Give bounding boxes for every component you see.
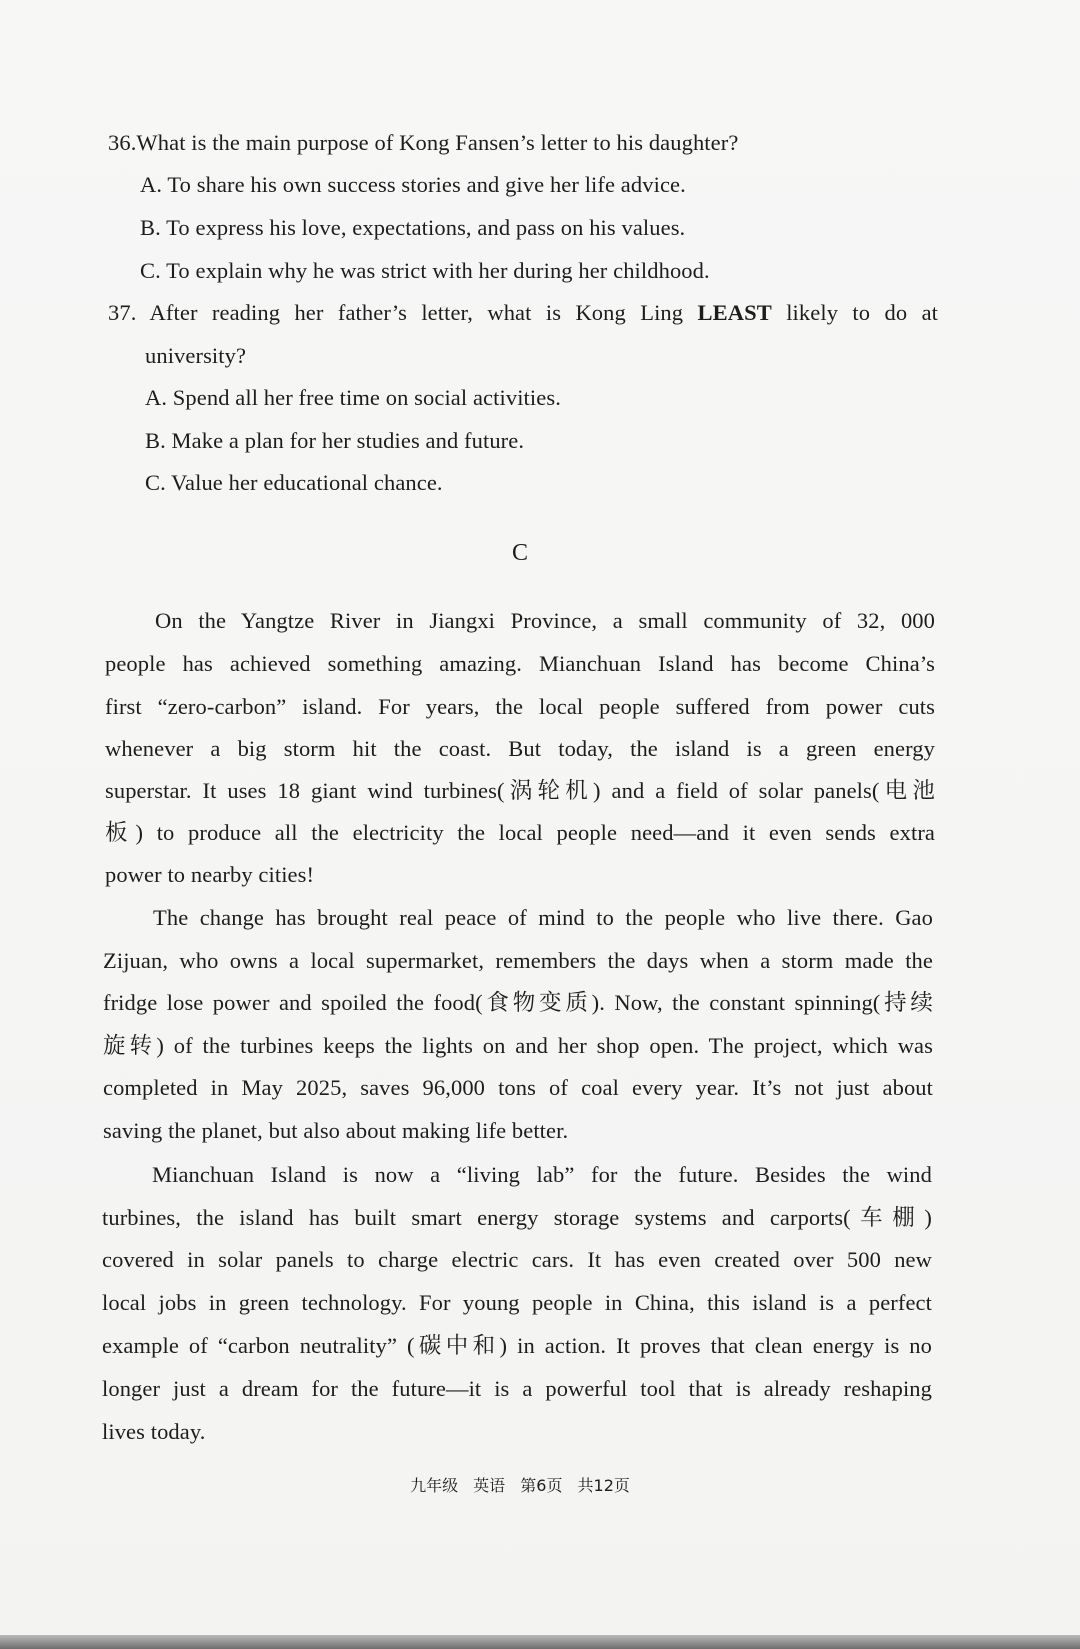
- paragraph-3-line: covered in solar panels to charge electric cars. It has even created over 500 new: [102, 1247, 932, 1272]
- paragraph-2-line: fridge lose power and spoiled the food(食物变质). Now, the constant spinning(持续: [103, 990, 933, 1015]
- paragraph-1-line: first “zero-carbon” island. For years, the local people suffered from power cuts: [105, 694, 935, 719]
- page-footer: 九年级 英语 第6页 共12页: [410, 1476, 630, 1495]
- question-37-stem-end: likely to do at: [786, 300, 939, 325]
- paragraph-1-line: superstar. It uses 18 giant wind turbines(涡轮机) and a field of solar panels(电池: [105, 778, 935, 803]
- question-36-stem: 36.What is the main purpose of Kong Fansen’s letter to his daughter?: [108, 130, 739, 155]
- section-heading: C: [511, 540, 528, 566]
- paragraph-2-line: completed in May 2025, saves 96,000 tons of coal every year. It’s not just about: [103, 1075, 933, 1100]
- paragraph-2-line: The change has brought real peace of mind to the people who live there. Gao: [153, 905, 933, 930]
- question-36-option-a: A. To share his own success stories and give her life advice.: [140, 172, 686, 197]
- question-37-emphasis: LEAST: [697, 300, 772, 325]
- paragraph-2-line: saving the planet, but also about making life better.: [103, 1118, 569, 1143]
- question-37-option-b: B. Make a plan for her studies and future.: [145, 428, 525, 453]
- paragraph-1-line: whenever a big storm hit the coast. But today, the island is a green energy: [105, 736, 935, 761]
- question-37-stem-line2: university?: [145, 343, 247, 368]
- paragraph-1-line: On the Yangtze River in Jiangxi Province, a small community of 32, 000: [155, 608, 935, 633]
- question-36-option-b: B. To express his love, expectations, and pass on his values.: [140, 215, 686, 240]
- paragraph-1-line: power to nearby cities!: [105, 862, 315, 887]
- paragraph-3-line: local jobs in green technology. For young people in China, this island is a perfect: [102, 1290, 932, 1315]
- paragraph-2-line: Zijuan, who owns a local supermarket, remembers the days when a storm made the: [103, 948, 933, 973]
- question-37-option-a: A. Spend all her free time on social activities.: [145, 385, 561, 410]
- question-37-stem-text: 37. After reading her father’s letter, what is Kong Ling: [108, 300, 684, 325]
- paragraph-2-line: 旋转) of the turbines keeps the lights on and her shop open. The project, which was: [103, 1033, 933, 1058]
- question-37-option-c: C. Value her educational chance.: [145, 470, 443, 495]
- paragraph-1-line: people has achieved something amazing. Mianchuan Island has become China’s: [105, 651, 935, 676]
- paragraph-3-line: turbines, the island has built smart energy storage systems and carports(车棚): [102, 1205, 932, 1230]
- question-37-stem: [108, 298, 938, 328]
- question-36-option-c: C. To explain why he was strict with her during her childhood.: [140, 258, 710, 283]
- paragraph-3-line: example of “carbon neutrality” (碳中和) in action. It proves that clean energy is no: [102, 1333, 932, 1358]
- page-bottom-edge: [0, 1635, 1080, 1649]
- paragraph-3-line: longer just a dream for the future—it is a powerful tool that is already reshaping: [102, 1376, 932, 1401]
- paragraph-3-line: lives today.: [102, 1419, 206, 1444]
- paragraph-3-line: Mianchuan Island is now a “living lab” for the future. Besides the wind: [152, 1162, 932, 1187]
- paragraph-1-line: 板) to produce all the electricity the local people need—and it even sends extra: [105, 820, 935, 845]
